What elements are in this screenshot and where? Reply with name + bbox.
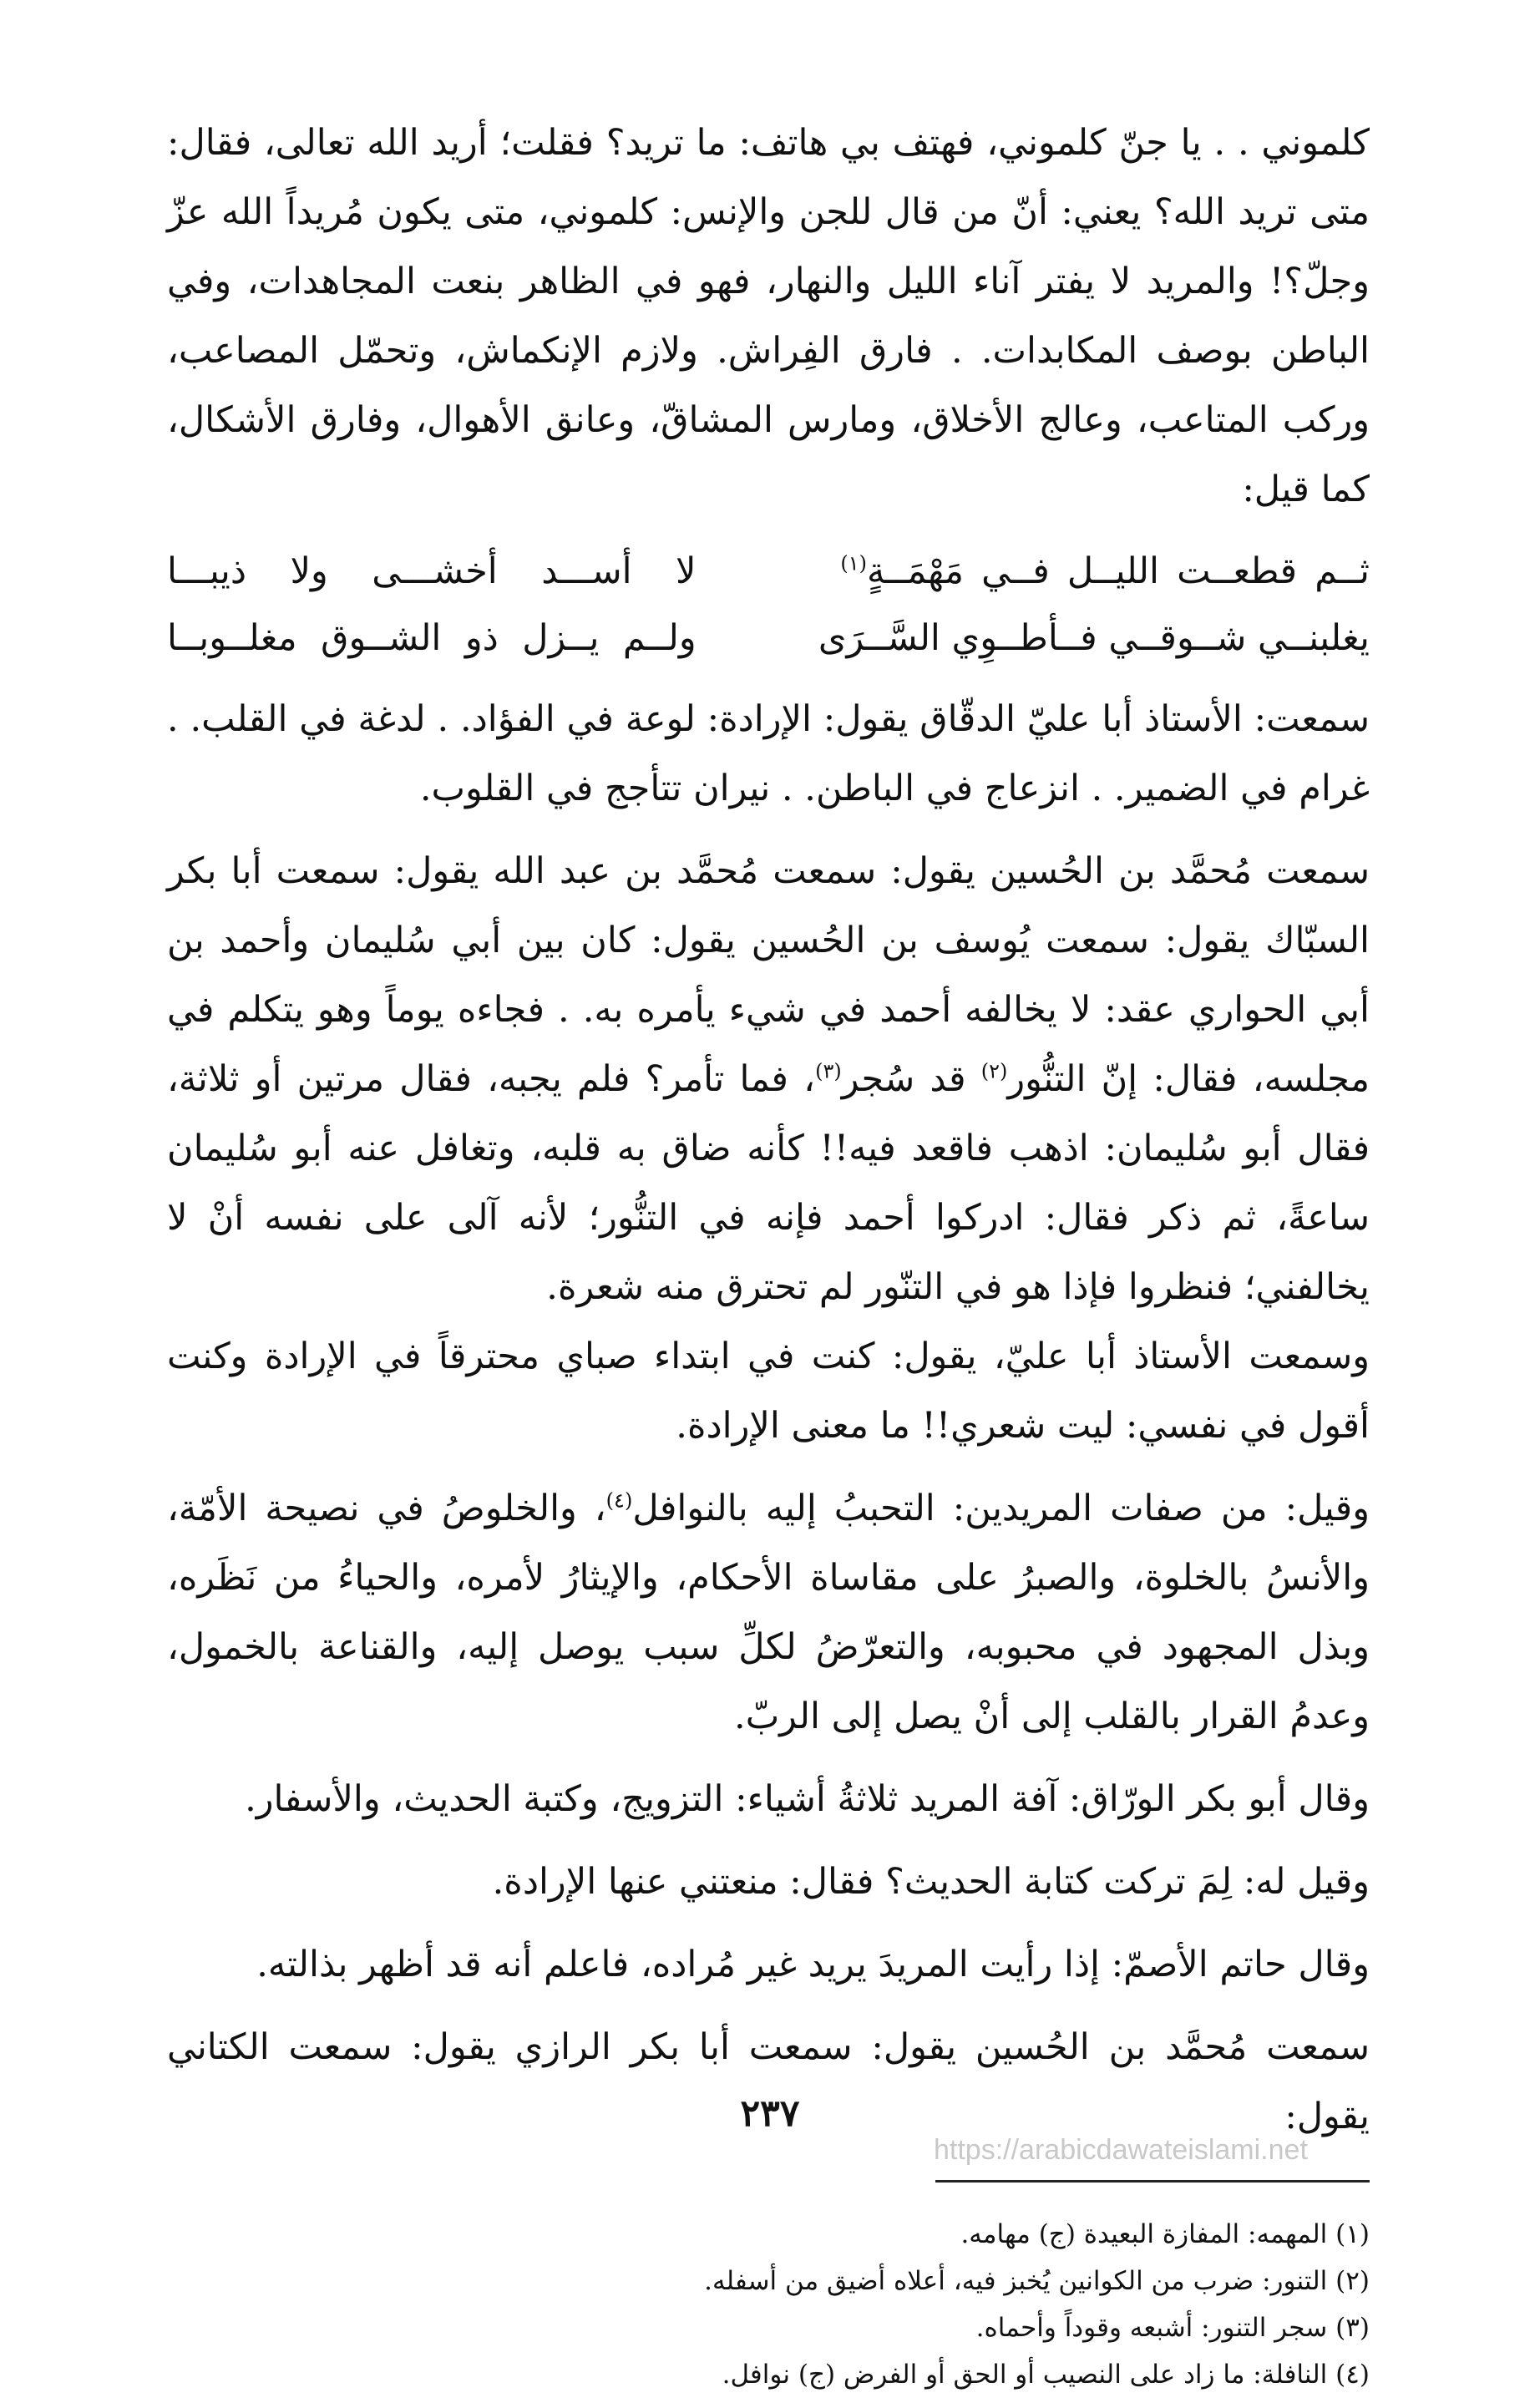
footnote-1: (١) المهمه: المفازة البعيدة (ج) مهامه. — [960, 2219, 1370, 2249]
poem-verse-1 — [167, 538, 1370, 605]
verse-1-second-hemistich: لا أســـد أخشـــى ولا ذيبـــا — [167, 550, 697, 592]
watermark-url: https://arabicdawateislami.net — [934, 2134, 1308, 2166]
paragraph-hadith-question: وقيل له: لِمَ تركت كتابة الحديث؟ فقال: منعتني عنها الإرادة. — [492, 1861, 1370, 1903]
paragraph-warraq: وقال أبو بكر الورّاق: آفة المريد ثلاثةُ أشياء: التزويج، وكتبة الحديث، والأسفار. — [245, 1778, 1370, 1820]
footnotes — [167, 2211, 1370, 2398]
page-number: ٢٣٧ — [740, 2092, 800, 2135]
paragraph-hatim: وقال حاتم الأصمّ: إذا رأيت المريدَ يريد غير مُراده، فاعلم أنه قد أظهر بذالته. — [256, 1944, 1370, 1985]
paragraph-opening: كلموني . . يا جنّ كلموني، فهتف بي هاتف: ما تريد؟ فقلت؛ أريد الله تعالى، فقال: متى تريد الله؟ يعني: أنّ من قال للجن والإنس: كلموني، متى يكون مُريداً الله عزّ وجلّ؟! والمريد لا يفتر آناء الليل والنهار، فهو في الظاهر بنعت المجاهدات، وفي الباطن بوصف المكابدات. . فارق الفِراش. ولازم الإنكماش، وتحمّل المصاعب، وركب المتاعب، وعالج الأخلاق، ومارس المشاقّ، وعانق الأهوال، وفارق الأشكال، كما قيل: — [167, 122, 1370, 510]
verse-1-first-hemistich — [840, 538, 1370, 605]
footnote-ref-1: (١) — [840, 551, 868, 575]
page-body — [167, 109, 1370, 2398]
footnote-4: (٤) النافلة: ما زاد على النصيب أو الحق أو الفرض (ج) نوافل. — [722, 2360, 1370, 2390]
footnote-ref-4: (٤) — [605, 1488, 633, 1513]
paragraph-abu-ali: وسمعت الأستاذ أبا عليّ، يقول: كنت في ابتداء صباي محترقاً في الإرادة وكنت أقول في نفسي: ليت شعري!! ما معنى الإرادة. — [167, 1336, 1370, 1447]
paragraph-tannur-story — [167, 837, 1370, 1322]
tannur-text-c: ، فما تأمر؟ فلم يجبه، فقال مرتين أو ثلاثة، فقال أبو سُليمان: اذهب فاقعد فيه!! كأنه ضاق به قلبه، وتغافل عنه أبو سُليمان ساعةً، ثم ذكر فقال: ادركوا أحمد فإنه في التنُّور؛ لأنه آلى على نفسه أنْ لا يخالفني؛ فنظروا فإذا هو في التنّور لم تحترق منه شعرة. — [167, 1058, 1370, 1308]
footnote-3: (٣) سجر التنور: أشبعه وقوداً وأحماه. — [975, 2313, 1370, 2343]
verse-1-first-text: ثــم قطعــت الليــل فــي مَهْمَــةٍ — [867, 550, 1370, 592]
tannur-text-a: سمعت مُحمَّد بن الحُسين يقول: سمعت مُحمَّد بن عبد الله يقول: سمعت أبا بكر السبّاك يقول: سمعت يُوسف بن الحُسين يقول: كان بين أبي سُليمان وأحمد بن أبي الحواري عقد: لا يخالفه أحمد في شيء يأمره به. . فجاءه يوماً وهو يتكلم في مجلسه، فقال: إنّ التنُّور — [167, 850, 1370, 1100]
footnote-ref-2: (٢) — [980, 1059, 1008, 1083]
tannur-text-b: قد سُجر — [841, 1058, 981, 1100]
footnote-ref-3: (٣) — [815, 1059, 842, 1083]
paragraph-kattani: سمعت مُحمَّد بن الحُسين يقول: سمعت أبا بكر الرازي يقول: سمعت الكتاني يقول: — [167, 2026, 1370, 2137]
footnote-divider — [935, 2180, 1370, 2183]
verse-2-second-hemistich: ولــم يــزل ذو الشــوق مغلــوبــا — [167, 617, 697, 659]
paragraph-daqqaq: سمعت: الأستاذ أبا عليّ الدقّاق يقول: الإرادة: لوعة في الفؤاد. . لدغة في القلب. . غرام في الضمير. . انزعاج في الباطن. . نيران تتأجج في القلوب. — [167, 698, 1370, 809]
verse-2-first-hemistich: يغلبنــي شــوقــي فــأطــوِي السَّــرَى — [818, 617, 1370, 659]
paragraph-murid-traits — [167, 1474, 1370, 1752]
footnote-2: (٢) التنور: ضرب من الكوانين يُخبز فيه، أعلاه أضيق من أسفله. — [704, 2266, 1370, 2296]
traits-text-a: وقيل: من صفات المريدين: التحببُ إليه بالنوافل — [632, 1488, 1370, 1529]
poem-verse-2 — [167, 605, 1370, 672]
poem — [167, 538, 1370, 672]
traits-text-b: ، والخلوصُ في نصيحة الأمّة، والأنسُ بالخلوة، والصبرُ على مقاساة الأحكام، والإيثارُ لأمره، والحياءُ من نَظَره، وبذل المجهود في محبوبه، والتعرّضُ لكلِّ سبب يوصل إليه، والقناعة بالخمول، وعدمُ القرار بالقلب إلى أنْ يصل إلى الربّ. — [167, 1488, 1370, 1737]
